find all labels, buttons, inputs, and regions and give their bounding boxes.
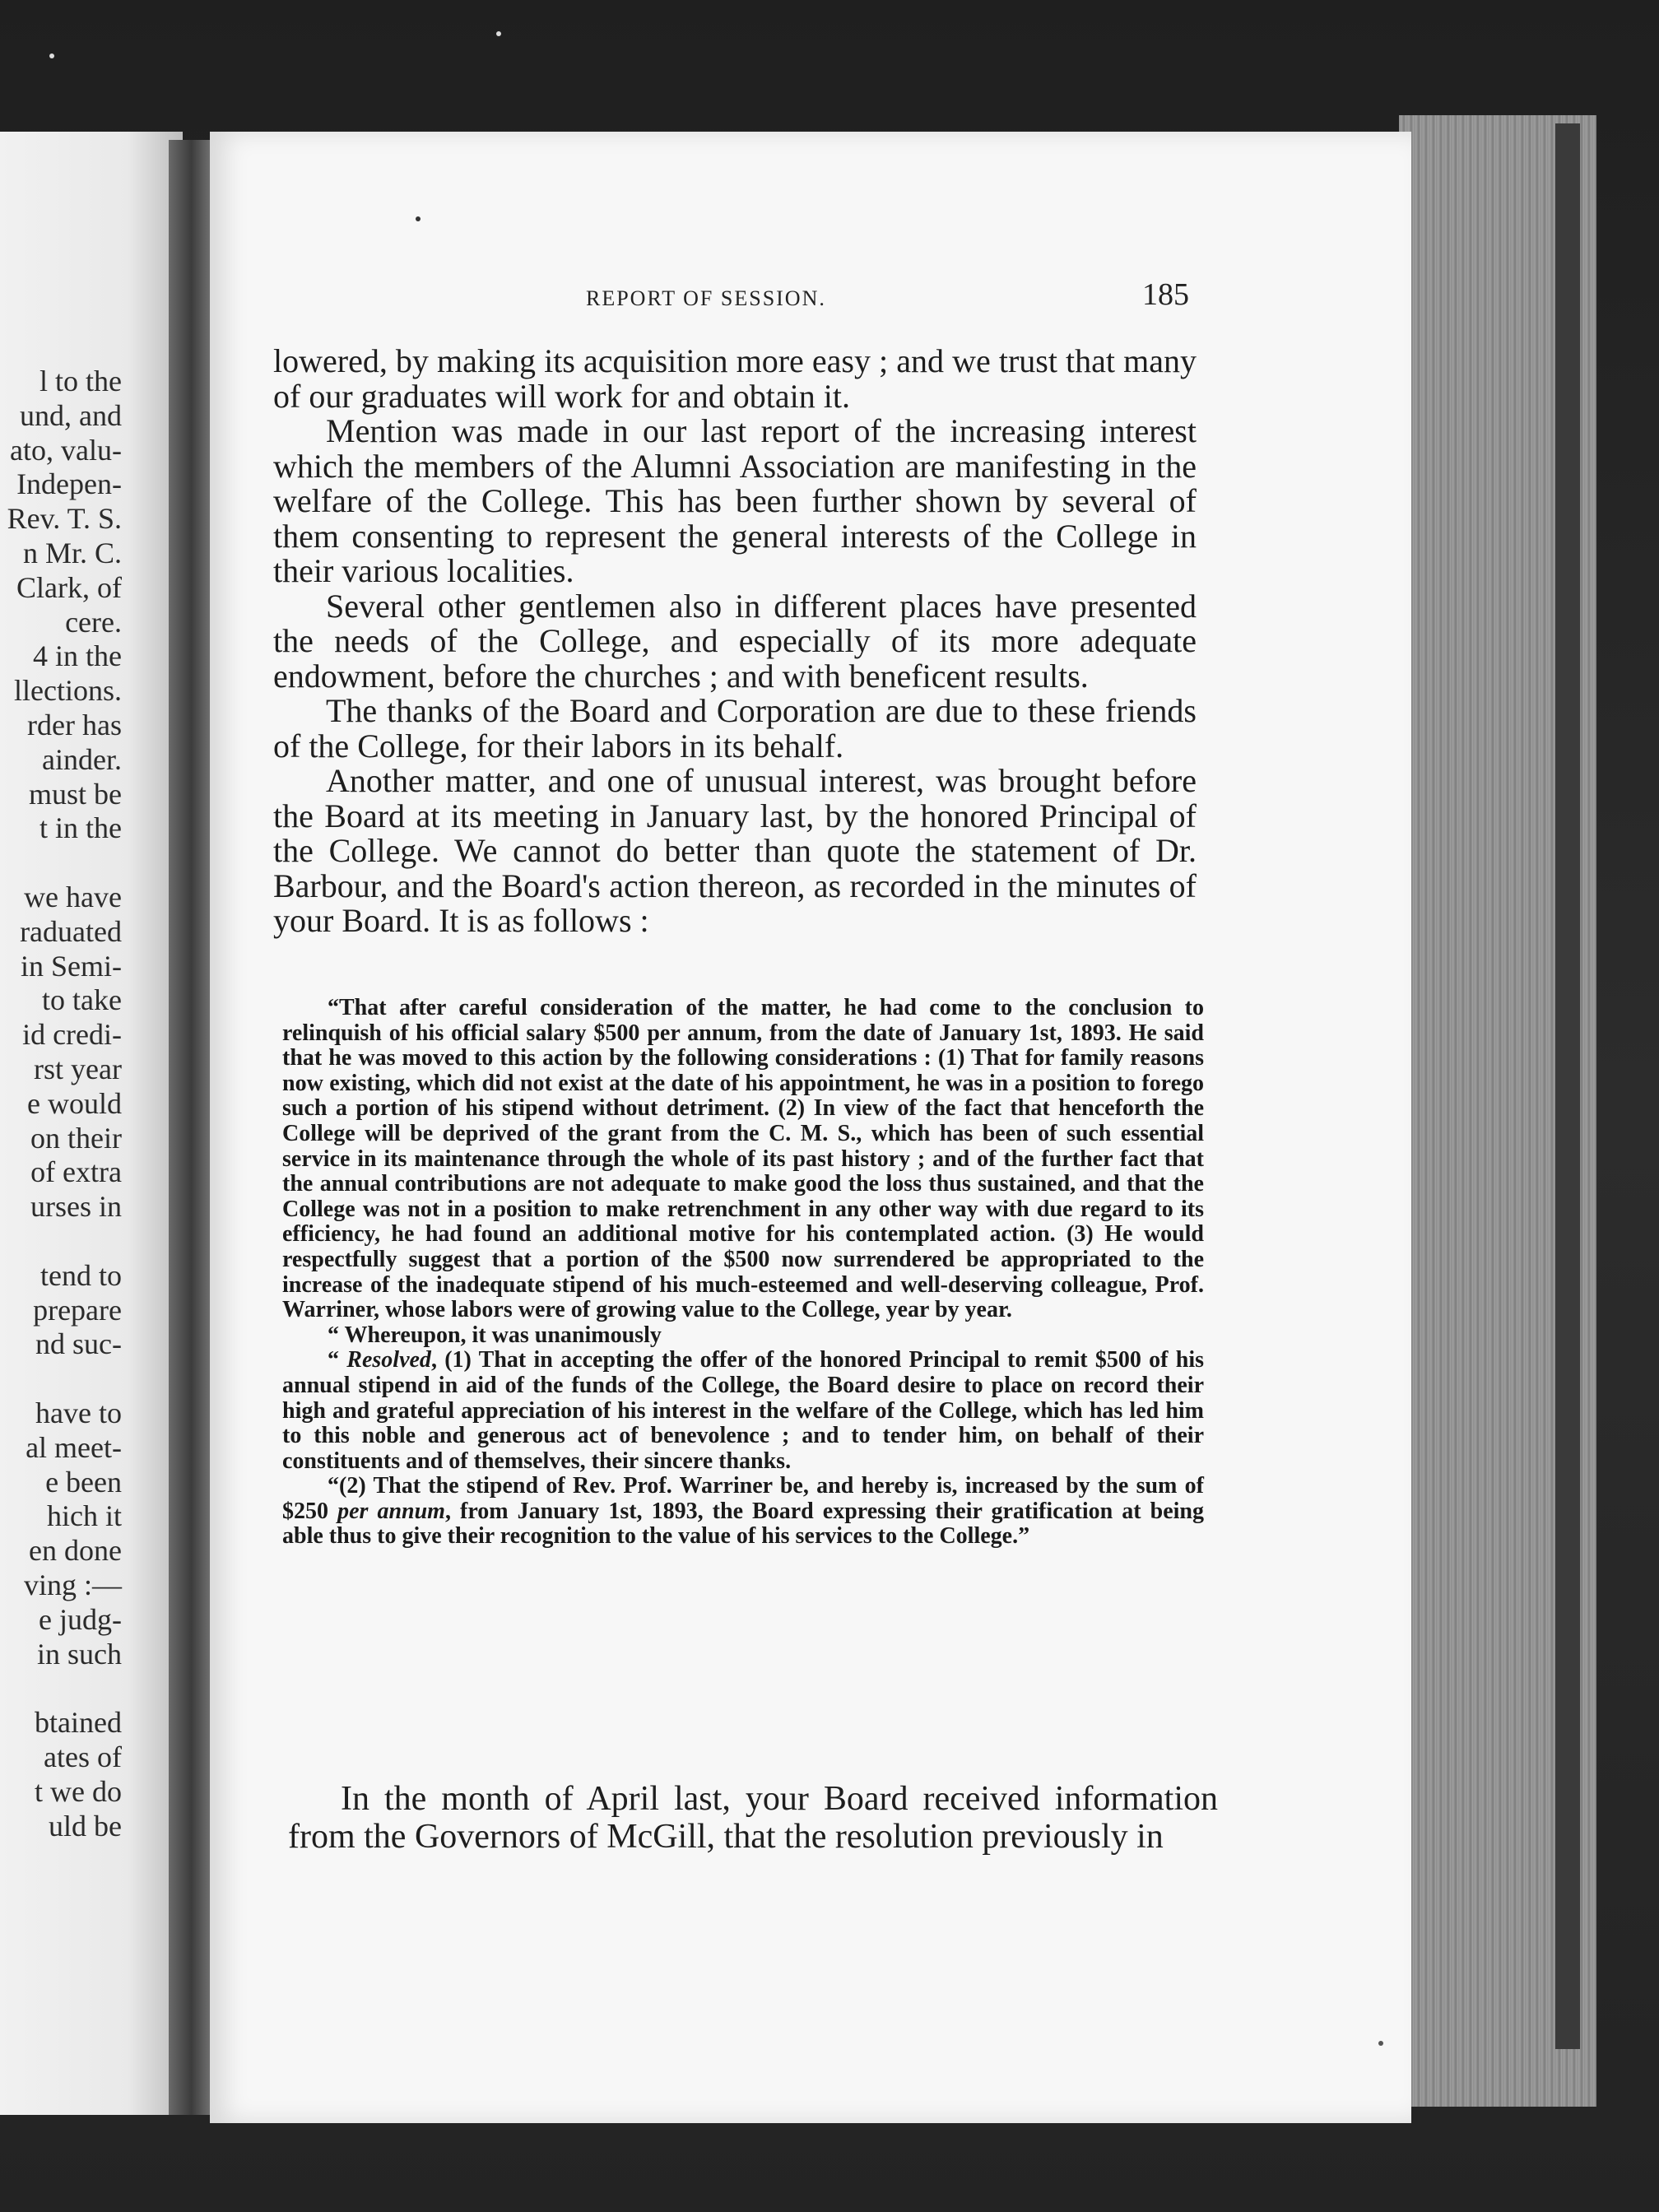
previous-page-fragment: [0, 132, 183, 2115]
left-page-line: Rev. T. S.: [7, 502, 122, 536]
book-gutter: [169, 140, 214, 2115]
left-page-line: ainder.: [42, 742, 122, 776]
left-page-line: und, and: [20, 398, 122, 432]
paragraph: Several other gentlemen also in different places have presented the needs of the College, and especially of its more adequate endowment, before the churches ; and with beneficent results.: [273, 587, 1197, 695]
left-page-line: tend to: [40, 1258, 122, 1292]
paragraph: The thanks of the Board and Corporation are due to these friends of the College, for their labors in its behalf.: [273, 692, 1197, 764]
left-page-line: e judg-: [39, 1602, 122, 1636]
dust-speck: [496, 31, 501, 36]
left-page-line: have to: [35, 1396, 122, 1429]
left-page-line: t in the: [40, 811, 122, 845]
dust-speck: [416, 216, 421, 221]
left-page-line: we have: [24, 881, 122, 913]
book-cover-edge: [1555, 123, 1580, 2049]
left-page-line: must be: [29, 777, 122, 811]
resolved-word: Resolved: [346, 1347, 431, 1373]
left-page-line: e would: [27, 1086, 122, 1120]
left-page-line: cere.: [65, 605, 122, 639]
left-page-line: en done: [29, 1534, 122, 1568]
quote-text: , (1) That in accepting the offer of the honored Principal to remit $500 of his annual stipend in aid of the funds of the College, the Board desire to place on record their high and grateful appreciation of his interest in the welfare of the College, which has led him to this noble and generous act of benevolence ; and to tender him, on behalf of their constituents and of themselves, their sincere thanks.: [282, 1347, 1205, 1474]
left-page-line: 4 in the: [33, 639, 122, 673]
left-page-line: ato, valu-: [10, 433, 122, 467]
paragraph: lowered, by making its acquisition more easy ; and we trust that many of our graduates will work for and obtain it.: [273, 342, 1197, 415]
left-page-line: on their: [30, 1121, 122, 1155]
body-text: [273, 344, 1197, 939]
paragraph: Another matter, and one of unusual interest, was brought before the Board at its meeting in January last, by the honored Principal of the College. We cannot do better than quote the statement of Dr. Barbour, and the Board's action thereon, as recorded in the minutes of your Board. It is as follows :: [273, 762, 1197, 939]
left-page-line: raduated: [20, 914, 122, 948]
quoted-minutes: [282, 996, 1204, 1550]
left-page-line: ates of: [44, 1740, 122, 1773]
left-page-line: n Mr. C.: [22, 537, 122, 569]
left-page-line: nd suc-: [35, 1327, 122, 1361]
quote-text: “(2) That the stipend of Rev. Prof. Warriner be, and hereby is, increased by the sum of $250: [282, 1473, 1204, 1524]
quote-text: , from January 1st, 1893, the Board expressing their gratification at being able thus to give their recognition to the value of his services to the College.”: [282, 1498, 1205, 1550]
closing-text: [288, 1780, 1218, 1856]
left-page-line: uld be: [49, 1809, 122, 1843]
paragraph: In the month of April last, your Board received information from the Governors of McGill, that the resolution previously in: [288, 1780, 1218, 1856]
dust-speck: [1378, 2041, 1383, 2046]
left-page-line: of extra: [30, 1155, 122, 1189]
left-page-line: in such: [37, 1637, 122, 1671]
dust-speck: [49, 53, 54, 58]
left-page-line: prepare: [33, 1293, 122, 1327]
left-page-line: t we do: [35, 1774, 122, 1808]
quote-paragraph: “ Whereupon, it was unanimously: [328, 1322, 662, 1348]
quote-paragraph: “That after careful consideration of the matter, he had come to the conclusion to relinquish of his official salary $500 per annum, from the date of January 1st, 1893. He said that he was moved to this action by the following considerations : (1) That for family reasons now existing, which did not exist at the date of his appointment, he was in a position to forego such a portion of his stipend without detriment. (2) In view of the fact that henceforth the College will be deprived of the grant from the C. M. S., which has been of such essential service in its maintenance through the whole of its past history ; and of the further fact that the annual contributions are not adequate to make good the loss thus sustained, and that the College was not in a position to make retrenchment in any other way with due regard to its efficiency, he had found an additional motive for his contemplated action. (3) He would respectfully suggest that a portion of the $500 now surrendered be appropriated to the increase of the inadequate stipend of his much-esteemed and well-deserving colleague, Prof. Warriner, whose labors were of growing value to the College, year by year.: [282, 995, 1204, 1323]
quote-paragraph: [282, 1348, 1204, 1474]
page-number: 185: [1142, 277, 1189, 312]
left-page-line: al meet-: [26, 1430, 122, 1464]
left-page-line: urses in: [30, 1190, 122, 1224]
quote-open: “: [328, 1347, 347, 1373]
left-page-line: rder has: [27, 709, 122, 741]
paragraph: Mention was made in our last report of the increasing interest which the members of the Alumni Association are manifesting in the welfare of the College. This has been further shown by several of them consenting to represent the general interests of the College in their various localities.: [273, 412, 1197, 589]
quote-paragraph: [282, 1474, 1204, 1550]
left-page-line: in Semi-: [21, 949, 122, 983]
left-page-line: to take: [42, 983, 122, 1017]
left-page-line: e been: [45, 1465, 122, 1499]
left-page-line: btained: [35, 1706, 122, 1740]
running-head: REPORT OF SESSION.: [586, 286, 826, 310]
left-page-line: Clark, of: [16, 570, 122, 604]
left-page-line: l to the: [40, 365, 122, 397]
left-page-line: id credi-: [22, 1018, 122, 1052]
left-page-line: Indepen-: [16, 467, 122, 501]
left-page-line: llections.: [14, 674, 122, 708]
left-page-line: rst year: [34, 1053, 122, 1085]
per-annum: per annum: [337, 1498, 445, 1524]
left-page-line: hich it: [47, 1499, 122, 1533]
left-page-line: ving :—: [23, 1568, 122, 1601]
